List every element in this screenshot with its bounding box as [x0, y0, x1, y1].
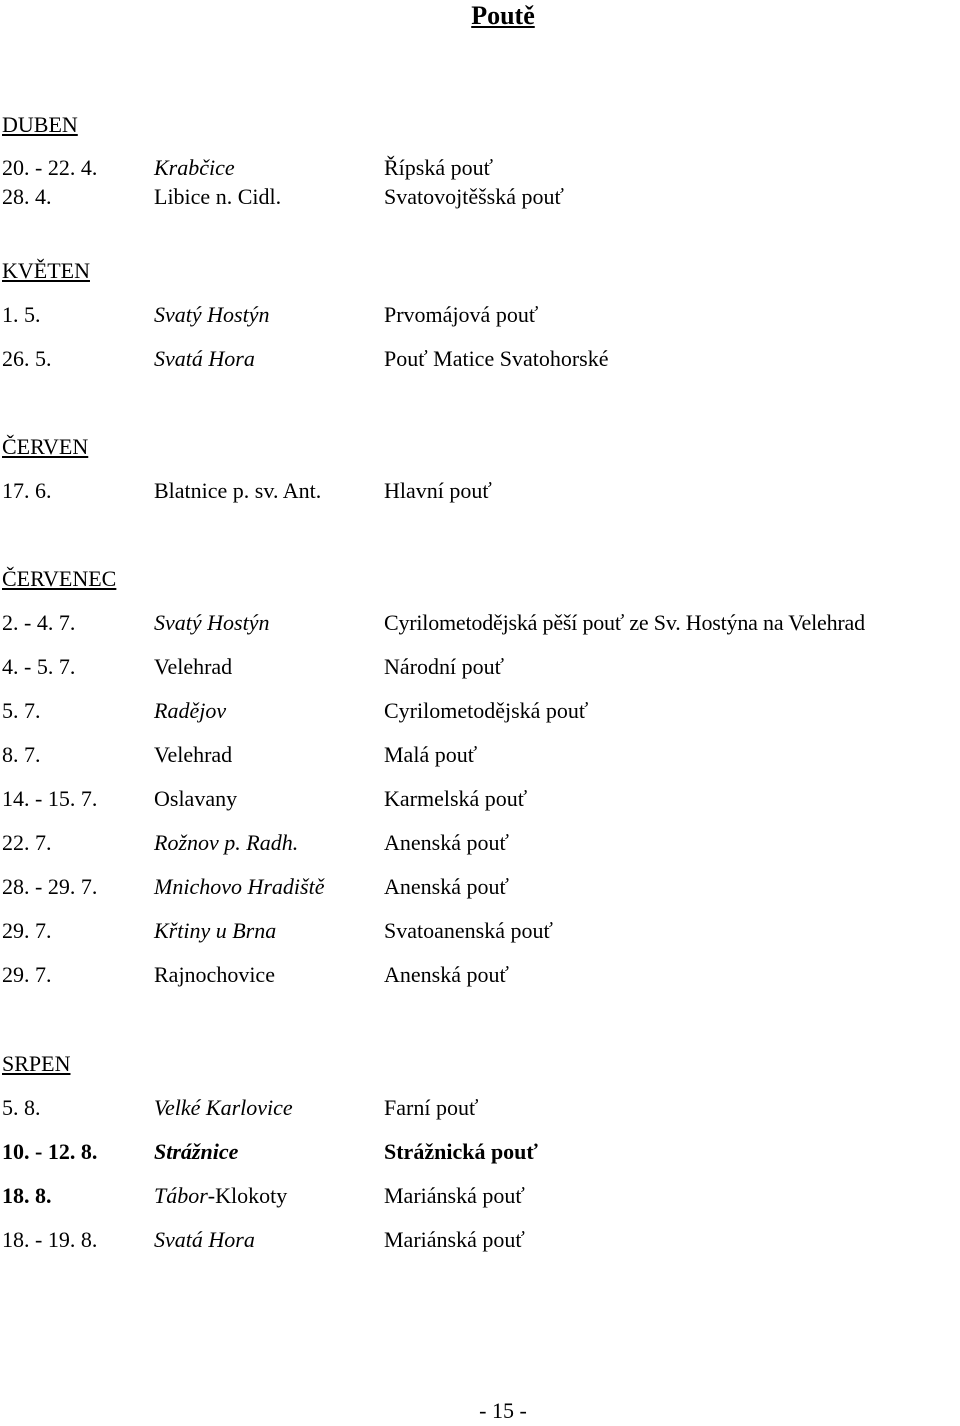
- list-item: [2, 784, 960, 814]
- list-item: [2, 344, 960, 374]
- list-item: [2, 153, 960, 183]
- pilgrimage-name: Řípská pouť: [384, 155, 494, 180]
- pilgrimage-name: Svatoanenská pouť: [384, 918, 553, 943]
- pilgrimage-name: Anenská pouť: [384, 962, 509, 987]
- pilgrimage-name: Strážnická pouť: [384, 1139, 538, 1164]
- pilgrimage-date: 29. 7.: [2, 918, 52, 943]
- pilgrimage-name: Mariánská pouť: [384, 1183, 525, 1208]
- pilgrimage-date: 22. 7.: [2, 830, 52, 855]
- pilgrimage-name: Malá pouť: [384, 742, 478, 767]
- month-heading-duben: DUBEN: [2, 112, 78, 137]
- pilgrimage-place: Mnichovo Hradiště: [154, 874, 325, 899]
- list-item: [2, 916, 960, 946]
- pilgrimage-place: Křtiny u Brna: [154, 918, 277, 943]
- pilgrimage-place: Rožnov p. Radh.: [154, 830, 299, 855]
- pilgrimage-date: 2. - 4. 7.: [2, 610, 76, 635]
- pilgrimage-date: 28. - 29. 7.: [2, 874, 98, 899]
- month-heading-cerven: ČERVEN: [2, 434, 89, 459]
- list-item: [2, 476, 960, 506]
- list-item: [2, 1137, 960, 1167]
- pilgrimage-place: Oslavany: [154, 786, 238, 811]
- list-item: [2, 1225, 960, 1255]
- list-item: [2, 1181, 960, 1211]
- list-item: [2, 828, 960, 858]
- pilgrimage-place: Rajnochovice: [154, 962, 275, 987]
- pilgrimage-name: Karmelská pouť: [384, 786, 528, 811]
- pilgrimage-place: [154, 1181, 287, 1211]
- pilgrimage-place: Velké Karlovice: [154, 1095, 293, 1120]
- pilgrimage-place: Krabčice: [154, 155, 235, 180]
- pilgrimage-date: 8. 7.: [2, 742, 41, 767]
- pilgrimage-name: Pouť Matice Svatohorské: [384, 346, 609, 371]
- pilgrimage-place: Radějov: [154, 698, 227, 723]
- month-heading-srpen: SRPEN: [2, 1051, 71, 1076]
- pilgrimage-place: Svatá Hora: [154, 346, 255, 371]
- pilgrimage-date: 17. 6.: [2, 478, 52, 503]
- list-item: [2, 652, 960, 682]
- pilgrimage-name: Národní pouť: [384, 654, 504, 679]
- list-item: [2, 182, 960, 212]
- pilgrimage-date: 18. - 19. 8.: [2, 1227, 98, 1252]
- month-heading-kveten: KVĚTEN: [2, 258, 90, 283]
- list-item: [2, 696, 960, 726]
- pilgrimage-date: 14. - 15. 7.: [2, 786, 98, 811]
- pilgrimage-place-part: -Klokoty: [207, 1183, 288, 1208]
- pilgrimage-name: Anenská pouť: [384, 830, 509, 855]
- pilgrimage-name: Cyrilometodějská pěší pouť ze Sv. Hostýna na Velehrad: [384, 610, 865, 635]
- pilgrimage-name: Farní pouť: [384, 1095, 479, 1120]
- pilgrimage-date: 10. - 12. 8.: [2, 1139, 98, 1164]
- pilgrimage-date: 20. - 22. 4.: [2, 155, 98, 180]
- pilgrimage-name: Hlavní pouť: [384, 478, 492, 503]
- page-title: Poutě: [471, 1, 535, 30]
- pilgrimage-place-part: Tábor: [154, 1183, 208, 1208]
- pilgrimage-name: Mariánská pouť: [384, 1227, 525, 1252]
- list-item: [2, 608, 960, 638]
- pilgrimage-place: Blatnice p. sv. Ant.: [154, 478, 322, 503]
- pilgrimage-place: Strážnice: [154, 1139, 239, 1164]
- pilgrimage-date: 1. 5.: [2, 302, 41, 327]
- list-item: [2, 1093, 960, 1123]
- pilgrimage-name: Prvomájová pouť: [384, 302, 539, 327]
- list-item: [2, 740, 960, 770]
- pilgrimage-place: Svatý Hostýn: [154, 610, 270, 635]
- pilgrimage-date: 28. 4.: [2, 184, 52, 209]
- page-number: - 15 -: [479, 1398, 527, 1423]
- list-item: [2, 960, 960, 990]
- pilgrimage-name: Cyrilometodějská pouť: [384, 698, 589, 723]
- list-item: [2, 872, 960, 902]
- pilgrimage-place: Svatá Hora: [154, 1227, 255, 1252]
- list-item: [2, 300, 960, 330]
- pilgrimage-name: Anenská pouť: [384, 874, 509, 899]
- pilgrimage-date: 4. - 5. 7.: [2, 654, 76, 679]
- pilgrimage-place: Velehrad: [154, 654, 233, 679]
- pilgrimage-date: 5. 7.: [2, 698, 41, 723]
- pilgrimage-date: 29. 7.: [2, 962, 52, 987]
- pilgrimage-date: 5. 8.: [2, 1095, 41, 1120]
- pilgrimage-place: Velehrad: [154, 742, 233, 767]
- pilgrimage-place: Svatý Hostýn: [154, 302, 270, 327]
- pilgrimage-date: 18. 8.: [2, 1183, 52, 1208]
- pilgrimage-place: Libice n. Cidl.: [154, 184, 282, 209]
- pilgrimage-date: 26. 5.: [2, 346, 52, 371]
- month-heading-cervenec: ČERVENEC: [2, 566, 117, 591]
- pilgrimage-name: Svatovojtěšská pouť: [384, 184, 564, 209]
